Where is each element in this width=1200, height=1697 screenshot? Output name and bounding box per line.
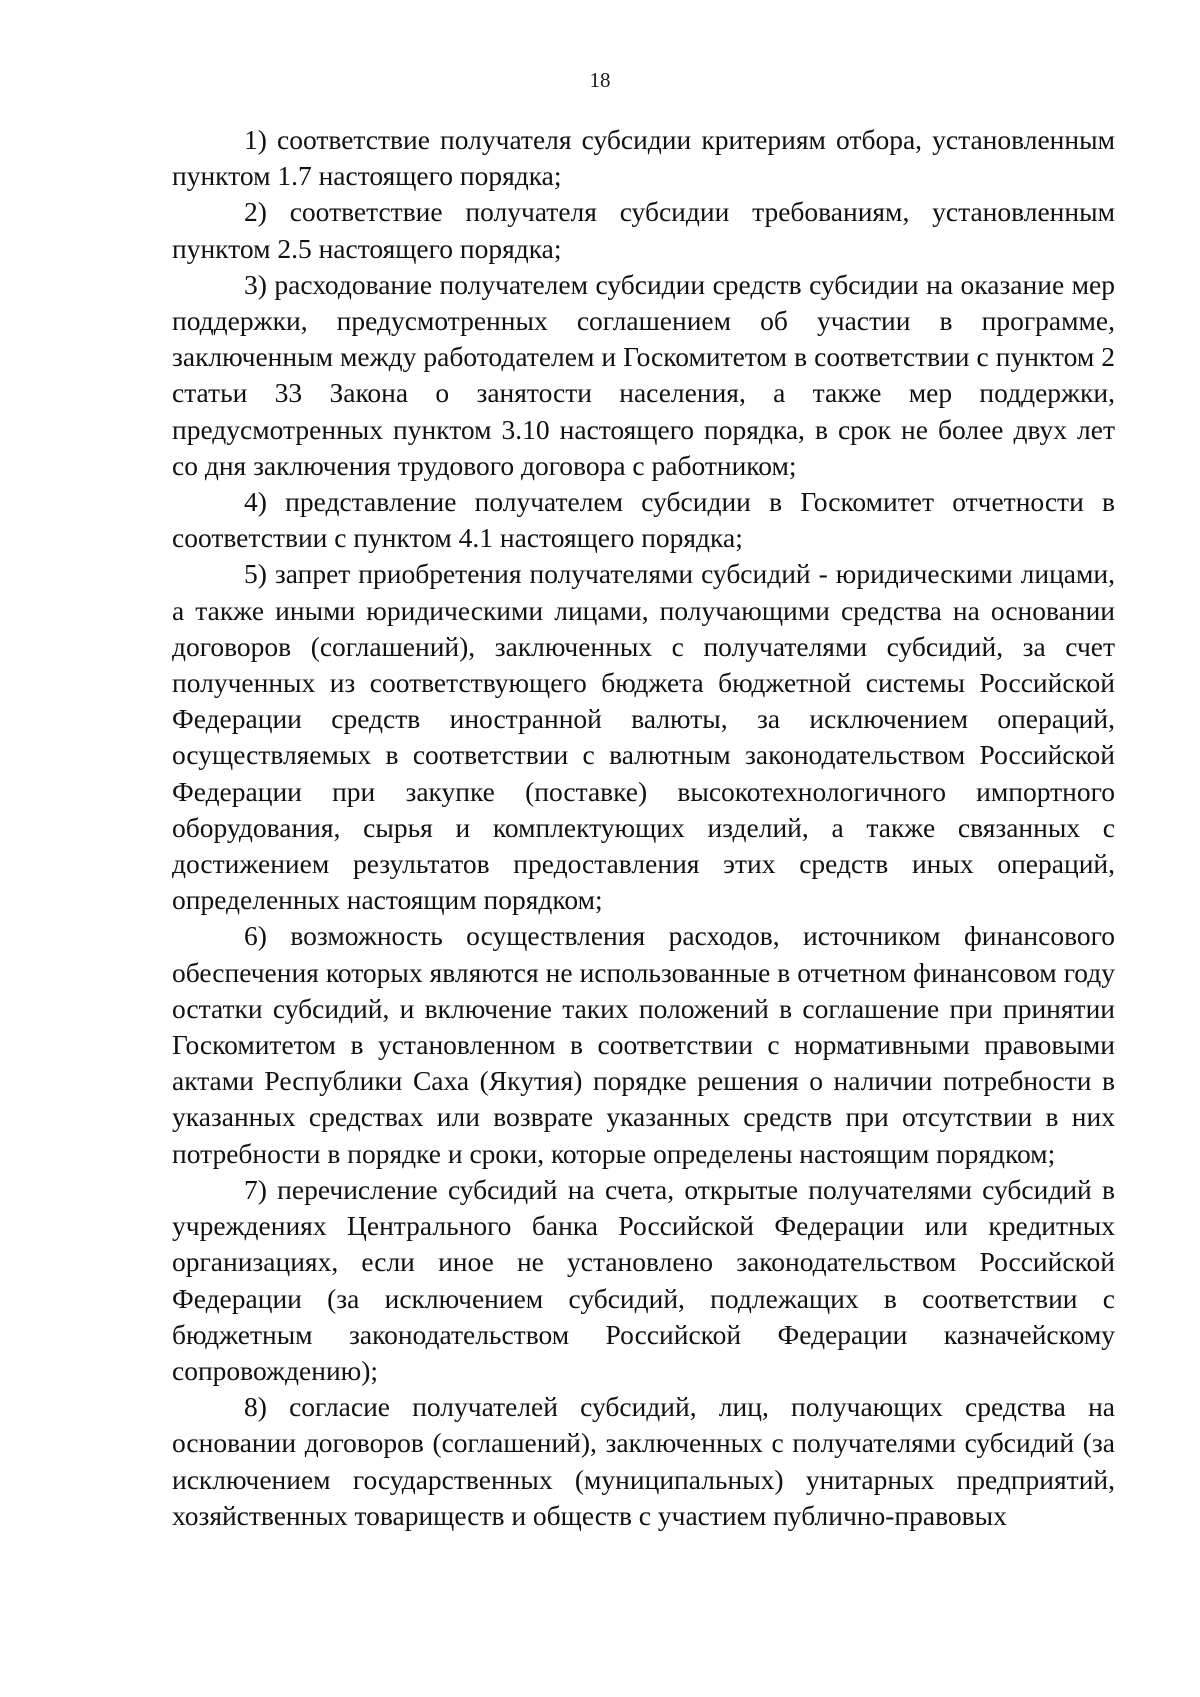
document-body [172,122,1115,1534]
paragraph-item-8: 8) согласие получателей субсидий, лиц, получающих средства на основании договоров (соглашений), заключенных с получателями субсидий (за исключением государственных (муниципальных) унитарных предприятий, хозяйственных товариществ и обществ с участием публично-правовых [172,1391,1115,1531]
paragraph-item-2: 2) соответствие получателя субсидии требованиям, установленным пунктом 2.5 настоящего порядка; [172,196,1115,264]
paragraph-item-3: 3) расходование получателем субсидии средств субсидии на оказание мер поддержки, предусмотренных соглашением об участии в программе, заключенным между работодателем и Госкомитетом в соответствии с пунктом 2 статьи 33 Закона о занятости населения, а также мер поддержки, предусмотренных пунктом 3.10 настоящего порядка, в срок не более двух лет со дня заключения трудового договора с работником; [172,268,1115,481]
paragraph-item-4: 4) представление получателем субсидии в Госкомитет отчетности в соответствии с пунктом 4.1 настоящего порядка; [172,486,1115,554]
paragraph-item-5: 5) запрет приобретения получателями субсидий - юридическими лицами, а также иными юридическими лицами, получающими средства на основании договоров (соглашений), заключенных с получателями субсидий, за счет полученных из соответствующего бюджета бюджетной системы Российской Федерации средств иностранной валюты, за исключением операций, осуществляемых в соответствии с валютным законодательством Российской Федерации при закупке (поставке) высокотехнологичного импортного оборудования, сырья и комплектующих изделий, а также связанных с достижением результатов предоставления этих средств иных операций, определенных настоящим порядком; [172,558,1115,916]
paragraph-item-7: 7) перечисление субсидий на счета, открытые получателями субсидий в учреждениях Центрального банка Российской Федерации или кредитных организациях, если иное не установлено законодательством Российской Федерации (за исключением субсидий, подлежащих в соответствии с бюджетным законодательством Российской Федерации казначейскому сопровождению); [172,1173,1115,1386]
paragraph-item-6: 6) возможность осуществления расходов, источником финансового обеспечения которых являются не использованные в отчетном финансовом году остатки субсидий, и включение таких положений в соглашение при принятии Госкомитетом в установленном в соответствии с нормативными правовыми актами Республики Саха (Якутия) порядке решения о наличии потребности в указанных средствах или возврате указанных средств при отсутствии в них потребности в порядке и сроки, которые определены настоящим порядком; [172,920,1115,1169]
paragraph-item-1: 1) соответствие получателя субсидии критериям отбора, установленным пунктом 1.7 настоящего порядка; [172,124,1115,192]
page-number: 18 [589,68,611,92]
